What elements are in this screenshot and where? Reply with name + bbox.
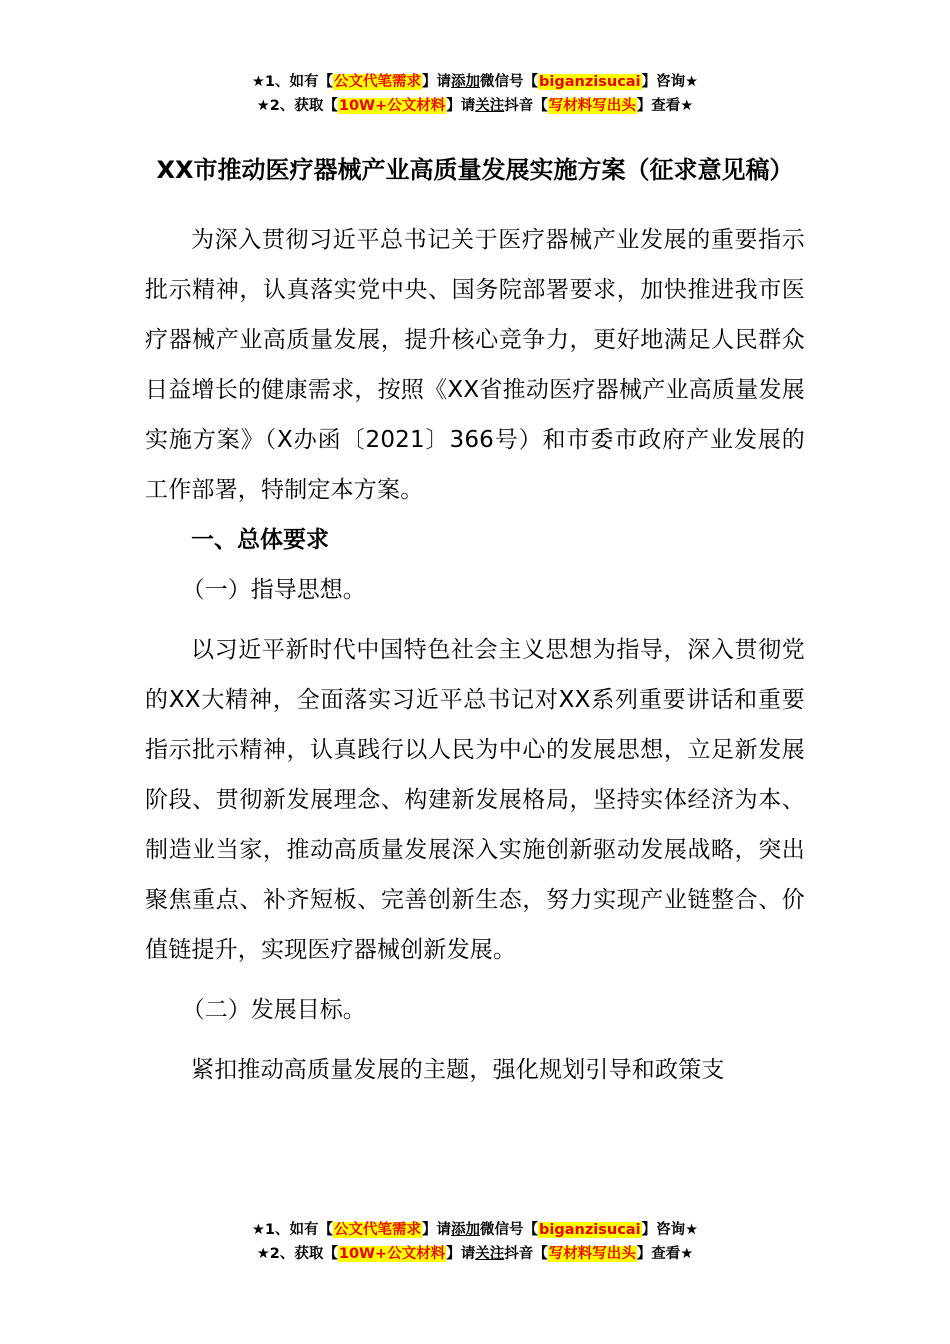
highlight-wechat-id: biganzisucai [539, 74, 641, 90]
highlight-materials: 10W+公文材料 [338, 98, 446, 114]
promo-banner-top [0, 70, 950, 118]
highlight-service: 公文代笔需求 [334, 74, 422, 90]
development-goals-paragraph: 紧扣推动高质量发展的主题，强化规划引导和政策支 [191, 1057, 725, 1083]
highlight-service: 公文代笔需求 [334, 1222, 422, 1238]
highlight-douyin-account: 写材料写出头 [548, 1246, 636, 1262]
highlight-wechat-id: biganzisucai [539, 1222, 641, 1238]
subsection-heading-guiding-ideology: （一）指导思想。 [181, 577, 366, 603]
highlight-douyin-account: 写材料写出头 [548, 98, 636, 114]
promo-line-1: ★1、如有【公文代笔需求】请添加微信号【biganzisucai】咨询★ [251, 74, 699, 90]
promo-line-2: ★2、获取【10W+公文材料】请关注抖音【写材料写出头】查看★ [256, 1246, 694, 1262]
document-title: XX市推动医疗器械产业高质量发展实施方案（征求意见稿） [156, 156, 794, 184]
subsection-heading-development-goals: （二）发展目标。 [181, 997, 366, 1023]
promo-line-2: ★2、获取【10W+公文材料】请关注抖音【写材料写出头】查看★ [256, 98, 694, 114]
promo-banner-bottom [0, 1218, 950, 1266]
intro-paragraph: 为深入贯彻习近平总书记关于医疗器械产业发展的重要指示批示精神，认真落实党中央、国务院部署要求，加快推进我市医疗器械产业高质量发展，提升核心竞争力，更好地满足人民群众日益增长的健康需求，按照《XX省推动医疗器械产业高质量发展实施方案》（X办函〔2021〕366号）和市委市政府产业发展的工作部署，特制定本方案。 [145, 227, 805, 503]
highlight-materials: 10W+公文材料 [338, 1246, 446, 1262]
promo-line-1: ★1、如有【公文代笔需求】请添加微信号【biganzisucai】咨询★ [251, 1222, 699, 1238]
section-heading-overall-requirements: 一、总体要求 [191, 527, 329, 553]
document-page [145, 145, 805, 1095]
guiding-ideology-paragraph: 以习近平新时代中国特色社会主义思想为指导，深入贯彻党的XX大精神，全面落实习近平总书记对XX系列重要讲话和重要指示批示精神，认真践行以人民为中心的发展思想，立足新发展阶段、贯彻新发展理念、构建新发展格局，坚持实体经济为本、制造业当家，推动高质量发展深入实施创新驱动发展战略，突出聚焦重点、补齐短板、完善创新生态，努力实现产业链整合、价值链提升，实现医疗器械创新发展。 [145, 637, 805, 963]
